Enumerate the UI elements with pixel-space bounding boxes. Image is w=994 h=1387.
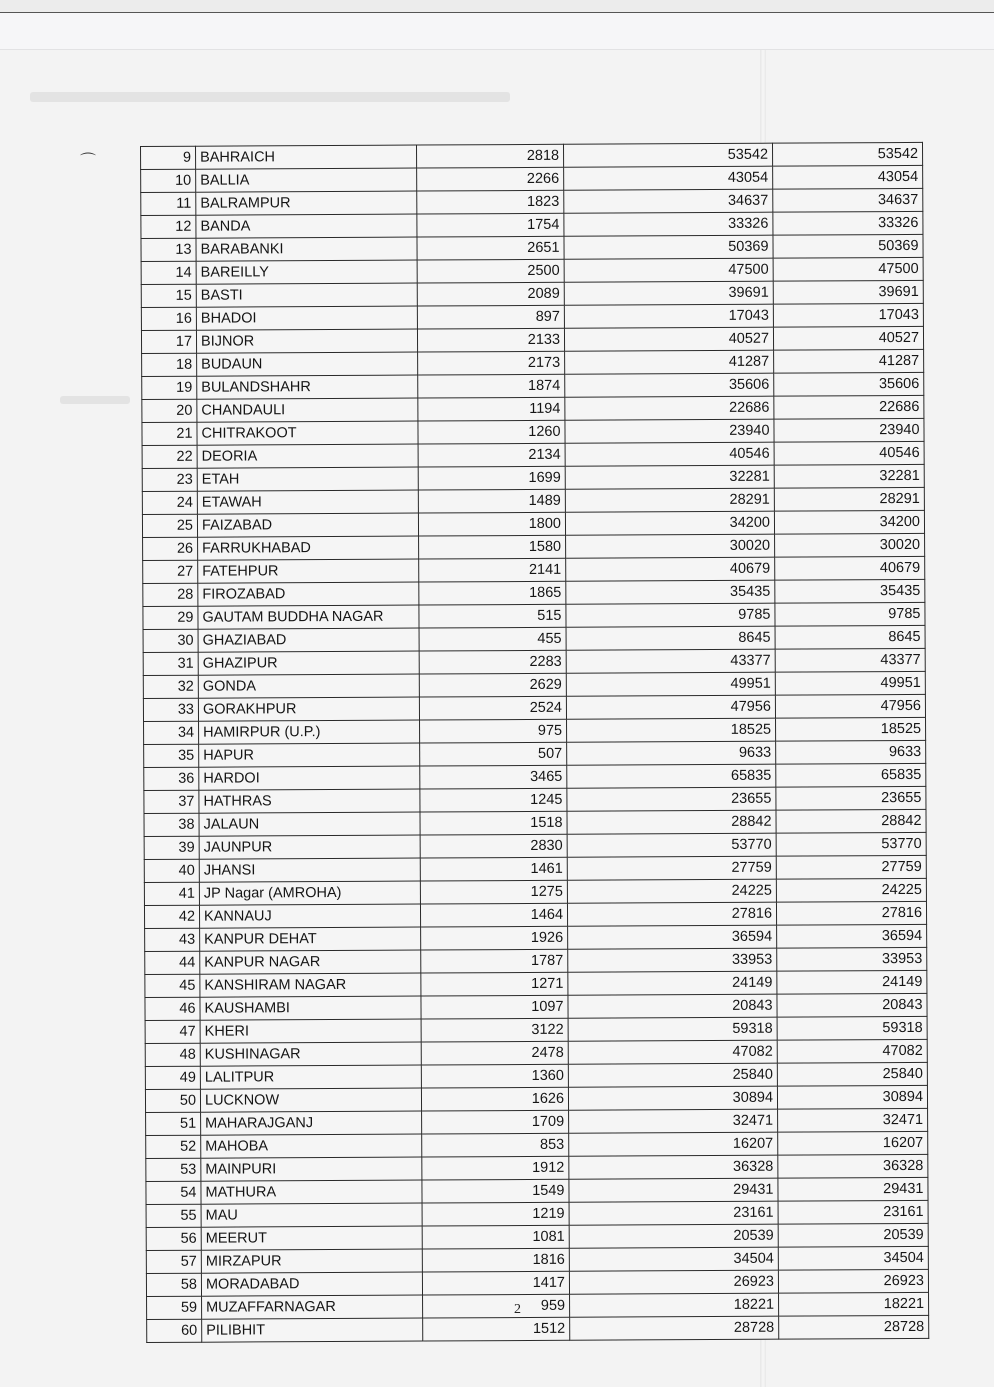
row-serial-number: 39 (144, 836, 199, 859)
row-district-name: KANNAUJ (199, 904, 420, 928)
row-serial-number: 24 (142, 491, 197, 514)
row-district-name: KANPUR DEHAT (200, 927, 421, 951)
row-serial-number: 43 (145, 928, 200, 951)
row-district-name: BIJNOR (196, 329, 417, 353)
row-serial-number: 31 (143, 652, 198, 675)
row-serial-number: 53 (146, 1158, 201, 1181)
row-district-name: BALLIA (196, 168, 417, 192)
row-value-3: 47956 (775, 694, 925, 718)
row-district-name: FAIZABAD (197, 513, 418, 537)
row-value-3: 43054 (773, 165, 923, 189)
row-district-name: LALITPUR (200, 1065, 421, 1089)
row-serial-number: 60 (147, 1319, 202, 1342)
row-district-name: HATHRAS (199, 789, 420, 813)
row-district-name: JHANSI (199, 858, 420, 882)
row-serial-number: 58 (146, 1273, 201, 1296)
row-serial-number: 59 (147, 1296, 202, 1319)
row-serial-number: 29 (143, 606, 198, 629)
row-district-name: GHAZIABAD (198, 628, 419, 652)
row-serial-number: 12 (141, 215, 196, 238)
row-value-3: 39691 (773, 280, 923, 304)
row-serial-number: 19 (142, 376, 197, 399)
row-district-name: GONDA (198, 674, 419, 698)
row-value-2: 33953 (568, 948, 777, 972)
row-district-name: MATHURA (201, 1180, 422, 1204)
row-value-3: 24149 (777, 970, 927, 994)
row-district-name: BAREILLY (196, 260, 417, 284)
row-district-name: KHERI (200, 1019, 421, 1043)
row-value-2: 29431 (569, 1178, 778, 1202)
row-value-1: 1549 (422, 1179, 569, 1203)
row-value-3: 23161 (778, 1200, 928, 1224)
row-value-3: 28291 (774, 487, 924, 511)
row-value-3: 47500 (773, 257, 923, 281)
row-value-2: 16207 (569, 1132, 778, 1156)
row-value-1: 1360 (421, 1064, 568, 1088)
row-value-3: 30894 (777, 1085, 927, 1109)
row-value-1: 2173 (418, 351, 565, 375)
row-value-1: 1219 (422, 1202, 569, 1226)
row-value-1: 959 (423, 1294, 570, 1318)
row-district-name: MAHOBA (201, 1134, 422, 1158)
row-serial-number: 27 (143, 560, 198, 583)
row-serial-number: 56 (146, 1227, 201, 1250)
row-value-3: 34637 (773, 188, 923, 212)
row-value-3: 20843 (777, 993, 927, 1017)
row-value-2: 59318 (568, 1017, 777, 1041)
row-value-1: 1865 (419, 581, 566, 605)
row-value-1: 1518 (420, 811, 567, 835)
row-value-2: 23655 (567, 787, 776, 811)
row-value-3: 27759 (776, 855, 926, 879)
row-serial-number: 57 (146, 1250, 201, 1273)
row-value-2: 35606 (565, 373, 774, 397)
row-value-1: 2133 (417, 328, 564, 352)
row-serial-number: 34 (144, 721, 199, 744)
row-value-2: 27816 (567, 902, 776, 926)
row-value-3: 25840 (777, 1062, 927, 1086)
row-value-1: 2141 (419, 558, 566, 582)
row-value-1: 897 (417, 305, 564, 329)
row-district-name: JP Nagar (AMROHA) (199, 881, 420, 905)
row-serial-number: 14 (141, 261, 196, 284)
row-value-1: 1800 (418, 512, 565, 536)
row-value-2: 27759 (567, 856, 776, 880)
row-value-1: 1194 (418, 397, 565, 421)
row-value-1: 455 (419, 627, 566, 651)
row-district-name: BARABANKI (196, 237, 417, 261)
row-district-name: MAINPURI (201, 1157, 422, 1181)
row-serial-number: 51 (146, 1112, 201, 1135)
row-value-3: 40679 (775, 556, 925, 580)
row-value-1: 1275 (420, 880, 567, 904)
row-value-3: 33953 (777, 947, 927, 971)
row-district-name: HARDOI (199, 766, 420, 790)
row-value-1: 1097 (421, 995, 568, 1019)
row-value-1: 1823 (417, 190, 564, 214)
row-value-3: 41287 (774, 349, 924, 373)
row-district-name: JAUNPUR (199, 835, 420, 859)
row-district-name: BUDAUN (197, 352, 418, 376)
row-value-1: 1260 (418, 420, 565, 444)
row-value-1: 2500 (417, 259, 564, 283)
row-value-2: 36328 (569, 1155, 778, 1179)
row-district-name: BULANDSHAHR (197, 375, 418, 399)
row-district-name: MUZAFFARNAGAR (202, 1295, 423, 1319)
row-value-2: 47500 (564, 258, 773, 282)
row-value-2: 22686 (565, 396, 774, 420)
top-band (0, 13, 994, 50)
row-value-1: 1626 (421, 1087, 568, 1111)
row-value-3: 18525 (776, 717, 926, 741)
row-serial-number: 25 (142, 514, 197, 537)
row-district-name: HAMIRPUR (U.P.) (199, 720, 420, 744)
row-value-3: 32281 (774, 464, 924, 488)
row-value-2: 18221 (570, 1293, 779, 1317)
row-value-1: 2266 (417, 167, 564, 191)
row-value-1: 3465 (420, 765, 567, 789)
row-district-name: GORAKHPUR (198, 697, 419, 721)
row-serial-number: 52 (146, 1135, 201, 1158)
row-district-name: BASTI (196, 283, 417, 307)
pen-mark-icon: ⌒ (80, 153, 97, 170)
row-value-3: 40527 (773, 326, 923, 350)
row-serial-number: 55 (146, 1204, 201, 1227)
row-value-2: 53770 (567, 833, 776, 857)
row-district-name: MAU (201, 1203, 422, 1227)
row-value-1: 1461 (420, 857, 567, 881)
row-value-3: 29431 (778, 1177, 928, 1201)
row-value-1: 1709 (422, 1110, 569, 1134)
row-value-2: 26923 (569, 1270, 778, 1294)
row-value-3: 27816 (776, 901, 926, 925)
row-value-3: 28728 (779, 1315, 929, 1339)
row-value-2: 53542 (563, 143, 772, 167)
row-district-name: PILIBHIT (202, 1318, 423, 1342)
row-value-3: 47082 (777, 1039, 927, 1063)
row-value-3: 24225 (776, 878, 926, 902)
row-serial-number: 15 (141, 284, 196, 307)
row-value-3: 8645 (775, 625, 925, 649)
row-value-1: 1245 (420, 788, 567, 812)
row-value-1: 1912 (422, 1156, 569, 1180)
row-district-name: CHANDAULI (197, 398, 418, 422)
row-value-2: 47956 (566, 695, 775, 719)
row-value-1: 1874 (418, 374, 565, 398)
row-value-2: 34504 (569, 1247, 778, 1271)
row-value-3: 53542 (772, 142, 922, 166)
row-value-2: 23940 (565, 419, 774, 443)
row-value-2: 20539 (569, 1224, 778, 1248)
row-value-2: 35435 (566, 580, 775, 604)
row-value-3: 20539 (778, 1223, 928, 1247)
row-value-3: 49951 (775, 671, 925, 695)
row-value-1: 1580 (419, 535, 566, 559)
row-value-2: 24225 (567, 879, 776, 903)
row-value-1: 2830 (420, 834, 567, 858)
row-value-1: 2134 (418, 443, 565, 467)
row-serial-number: 47 (145, 1020, 200, 1043)
row-value-2: 39691 (564, 281, 773, 305)
row-value-3: 32471 (778, 1108, 928, 1132)
row-serial-number: 21 (142, 422, 197, 445)
row-value-2: 9785 (566, 603, 775, 627)
row-district-name: KANSHIRAM NAGAR (200, 973, 421, 997)
row-value-3: 9633 (776, 740, 926, 764)
row-serial-number: 49 (145, 1066, 200, 1089)
row-value-3: 9785 (775, 602, 925, 626)
row-district-name: FARRUKHABAD (198, 536, 419, 560)
row-value-3: 65835 (776, 763, 926, 787)
row-serial-number: 40 (144, 859, 199, 882)
row-value-2: 32281 (565, 465, 774, 489)
row-value-2: 24149 (568, 971, 777, 995)
row-district-name: MAHARAJGANJ (201, 1111, 422, 1135)
table-row (147, 1315, 929, 1342)
row-value-2: 20843 (568, 994, 777, 1018)
row-serial-number: 46 (145, 997, 200, 1020)
row-value-2: 65835 (567, 764, 776, 788)
row-serial-number: 9 (141, 146, 196, 169)
row-value-1: 2089 (417, 282, 564, 306)
row-value-2: 47082 (568, 1040, 777, 1064)
row-value-2: 40527 (564, 327, 773, 351)
row-value-2: 41287 (565, 350, 774, 374)
row-district-name: FATEHPUR (198, 559, 419, 583)
row-value-1: 3122 (421, 1018, 568, 1042)
row-value-2: 28291 (565, 488, 774, 512)
row-serial-number: 16 (141, 307, 196, 330)
row-value-2: 32471 (569, 1109, 778, 1133)
row-district-name: DEORIA (197, 444, 418, 468)
row-district-name: CHITRAKOOT (197, 421, 418, 445)
row-value-3: 16207 (778, 1131, 928, 1155)
row-district-name: BANDA (196, 214, 417, 238)
row-serial-number: 18 (142, 353, 197, 376)
row-district-name: KAUSHAMBI (200, 996, 421, 1020)
row-district-name: BHADOI (196, 306, 417, 330)
row-value-2: 43377 (566, 649, 775, 673)
row-value-1: 515 (419, 604, 566, 628)
row-value-3: 53770 (776, 832, 926, 856)
row-value-1: 1926 (421, 926, 568, 950)
row-serial-number: 41 (144, 882, 199, 905)
row-value-2: 33326 (564, 212, 773, 236)
district-data-table (140, 142, 929, 1343)
row-value-3: 17043 (773, 303, 923, 327)
row-serial-number: 22 (142, 445, 197, 468)
row-district-name: KANPUR NAGAR (200, 950, 421, 974)
row-serial-number: 26 (143, 537, 198, 560)
row-serial-number: 10 (141, 169, 196, 192)
row-serial-number: 38 (144, 813, 199, 836)
row-serial-number: 20 (142, 399, 197, 422)
row-value-2: 28728 (570, 1316, 779, 1340)
row-district-name: HAPUR (199, 743, 420, 767)
row-serial-number: 35 (144, 744, 199, 767)
row-district-name: BALRAMPUR (196, 191, 417, 215)
table-body (141, 142, 929, 1342)
row-value-3: 36328 (778, 1154, 928, 1178)
row-serial-number: 33 (143, 698, 198, 721)
row-value-2: 28842 (567, 810, 776, 834)
scan-smudge (60, 396, 130, 404)
row-value-3: 28842 (776, 809, 926, 833)
row-value-2: 9633 (567, 741, 776, 765)
row-value-2: 40546 (565, 442, 774, 466)
row-serial-number: 44 (145, 951, 200, 974)
row-value-1: 853 (422, 1133, 569, 1157)
row-serial-number: 45 (145, 974, 200, 997)
row-value-1: 1699 (418, 466, 565, 490)
row-district-name: MIRZAPUR (201, 1249, 422, 1273)
row-district-name: ETAWAH (197, 490, 418, 514)
row-serial-number: 37 (144, 790, 199, 813)
row-value-2: 40679 (566, 557, 775, 581)
row-value-2: 23161 (569, 1201, 778, 1225)
row-value-2: 49951 (566, 672, 775, 696)
row-value-2: 30020 (566, 534, 775, 558)
row-serial-number: 13 (141, 238, 196, 261)
row-value-2: 34200 (565, 511, 774, 535)
row-serial-number: 48 (145, 1043, 200, 1066)
row-district-name: KUSHINAGAR (200, 1042, 421, 1066)
row-value-3: 26923 (778, 1269, 928, 1293)
row-value-3: 33326 (773, 211, 923, 235)
row-value-1: 2818 (416, 144, 563, 168)
row-value-2: 17043 (564, 304, 773, 328)
row-serial-number: 17 (141, 330, 196, 353)
row-value-3: 36594 (777, 924, 927, 948)
row-serial-number: 28 (143, 583, 198, 606)
row-value-2: 50369 (564, 235, 773, 259)
row-value-1: 2283 (419, 650, 566, 674)
row-value-2: 30894 (568, 1086, 777, 1110)
row-value-3: 35435 (775, 579, 925, 603)
row-value-1: 1081 (422, 1225, 569, 1249)
page-number: 2 (514, 1302, 521, 1317)
row-value-1: 1464 (420, 903, 567, 927)
row-value-3: 23655 (776, 786, 926, 810)
row-value-1: 1512 (423, 1317, 570, 1341)
row-serial-number: 42 (144, 905, 199, 928)
row-value-2: 34637 (564, 189, 773, 213)
row-value-3: 30020 (775, 533, 925, 557)
row-value-3: 23940 (774, 418, 924, 442)
row-district-name: LUCKNOW (200, 1088, 421, 1112)
row-district-name: JALAUN (199, 812, 420, 836)
row-value-1: 2651 (417, 236, 564, 260)
row-value-1: 1489 (418, 489, 565, 513)
row-serial-number: 36 (144, 767, 199, 790)
scan-smudge (30, 92, 510, 102)
row-value-3: 22686 (774, 395, 924, 419)
row-district-name: ETAH (197, 467, 418, 491)
row-value-1: 507 (420, 742, 567, 766)
row-value-2: 36594 (568, 925, 777, 949)
row-value-3: 34504 (778, 1246, 928, 1270)
row-value-3: 50369 (773, 234, 923, 258)
row-serial-number: 23 (142, 468, 197, 491)
row-district-name: MEERUT (201, 1226, 422, 1250)
row-value-1: 1787 (421, 949, 568, 973)
row-value-1: 1417 (422, 1271, 569, 1295)
row-district-name: GAUTAM BUDDHA NAGAR (198, 605, 419, 629)
row-serial-number: 11 (141, 192, 196, 215)
row-value-2: 18525 (567, 718, 776, 742)
row-serial-number: 54 (146, 1181, 201, 1204)
row-value-1: 2478 (421, 1041, 568, 1065)
row-value-2: 43054 (564, 166, 773, 190)
row-district-name: FIROZABAD (198, 582, 419, 606)
row-value-3: 43377 (775, 648, 925, 672)
row-value-1: 2524 (419, 696, 566, 720)
row-value-1: 2629 (419, 673, 566, 697)
row-district-name: MORADABAD (201, 1272, 422, 1296)
row-value-3: 59318 (777, 1016, 927, 1040)
row-district-name: BAHRAICH (196, 145, 417, 169)
row-district-name: GHAZIPUR (198, 651, 419, 675)
row-value-2: 8645 (566, 626, 775, 650)
row-serial-number: 32 (143, 675, 198, 698)
row-value-1: 1754 (417, 213, 564, 237)
row-value-1: 1271 (421, 972, 568, 996)
row-value-1: 975 (420, 719, 567, 743)
row-value-2: 25840 (568, 1063, 777, 1087)
row-value-3: 35606 (774, 372, 924, 396)
row-value-3: 34200 (774, 510, 924, 534)
row-value-3: 40546 (774, 441, 924, 465)
row-serial-number: 50 (145, 1089, 200, 1112)
row-serial-number: 30 (143, 629, 198, 652)
row-value-3: 18221 (779, 1292, 929, 1316)
row-value-1: 1816 (422, 1248, 569, 1272)
